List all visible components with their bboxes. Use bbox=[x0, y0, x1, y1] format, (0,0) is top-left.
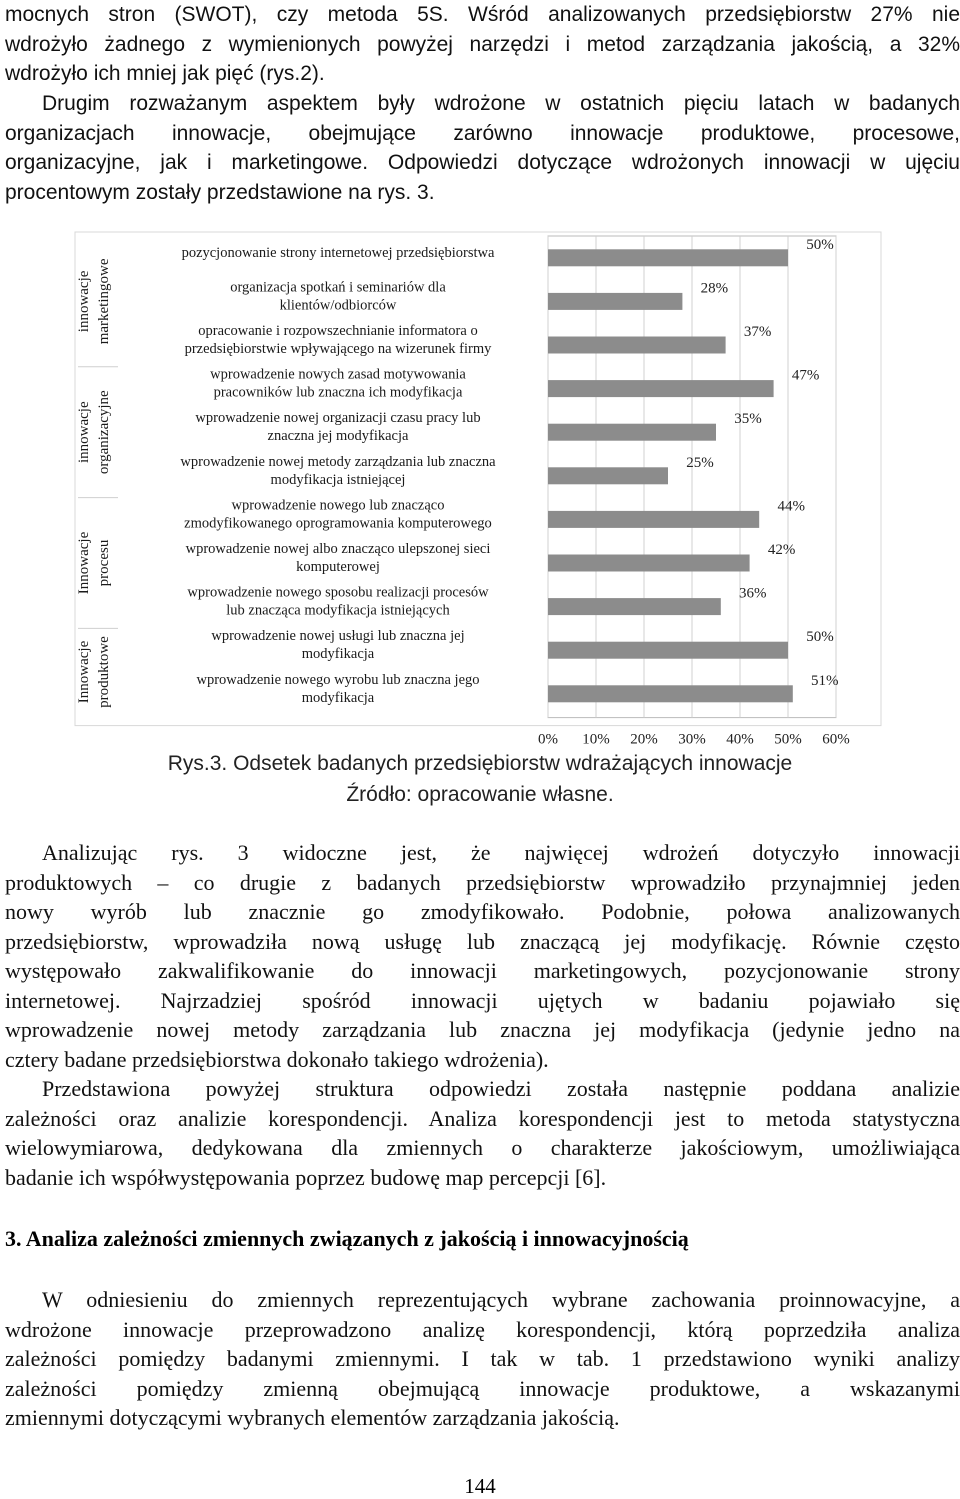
category-label: wprowadzenie nowej usługi lub znaczna jej bbox=[211, 628, 465, 645]
text-line: W odniesieniu do zmiennych reprezentujących wybrane zachowania proinnowacyjne, a bbox=[42, 1287, 960, 1312]
group-label: procesu bbox=[96, 539, 112, 587]
category-label: komputerowej bbox=[296, 559, 380, 575]
innovation-bar-chart bbox=[0, 228, 960, 748]
bar bbox=[548, 424, 716, 441]
group-label: produktowe bbox=[96, 636, 112, 708]
paragraph-intro bbox=[5, 0, 960, 89]
group-label: marketingowe bbox=[96, 258, 112, 345]
category-label: modyfikacja bbox=[301, 689, 375, 706]
group-label: innowacje bbox=[76, 270, 92, 333]
category-label: organizacja spotkań i seminariów dla bbox=[230, 279, 446, 296]
category-label: klientów/odbiorców bbox=[279, 297, 397, 314]
category-label: wprowadzenie nowego wyrobu lub znaczna jego bbox=[196, 671, 480, 688]
text-line: zależności pomiędzy badanymi zmiennymi. I tak w tab. 1 przedstawiono wyniki analizy bbox=[5, 1346, 960, 1371]
text-line: Przedstawiona powyżej struktura odpowiedzi została następnie poddana analizie bbox=[42, 1076, 960, 1101]
text-line: występowało zakwalifikowanie do innowacji marketingowych, pozycjonowanie strony bbox=[5, 958, 960, 983]
text-line: wprowadzenie nowej metody zarządzania lub znaczna jej modyfikacja (jedynie jedno na bbox=[5, 1017, 960, 1042]
category-label: modyfikacja istniejącej bbox=[270, 471, 406, 488]
paragraph-correspondence bbox=[5, 1074, 960, 1192]
bar bbox=[548, 249, 788, 266]
bar-value-label: 25% bbox=[686, 454, 714, 471]
bar bbox=[548, 293, 682, 310]
text-line: organizacyjne, jak i marketingowe. Odpowiedzi dotyczące wdrożonych innowacji w ujęciu bbox=[5, 151, 960, 174]
bar bbox=[548, 380, 774, 397]
bar bbox=[548, 555, 750, 572]
category-label: pracowników lub znaczna ich modyfikacja bbox=[213, 384, 463, 401]
bar-value-label: 28% bbox=[700, 280, 729, 297]
text-line: cztery badane przedsiębiorstwa dokonało takiego wdrożenia). bbox=[5, 1046, 549, 1072]
bar-value-label: 42% bbox=[767, 542, 796, 558]
text-line: Drugim rozważanym aspektem były wdrożone w ostatnich pięciu latach w badanych bbox=[42, 92, 960, 115]
bar-value-label: 44% bbox=[777, 498, 805, 515]
text-line: badanie ich współwystępowania poprzez budowę map percepcji [6]. bbox=[5, 1164, 607, 1190]
chart-groups bbox=[76, 258, 118, 708]
figure-source: Źródło: opracowanie własne. bbox=[346, 783, 614, 806]
figure-caption: Rys.3. Odsetek badanych przedsiębiorstw wdrażających innowacje bbox=[167, 752, 793, 775]
chart-x-ticks bbox=[538, 732, 850, 748]
bar bbox=[548, 685, 793, 702]
bar bbox=[548, 598, 721, 615]
text-line: wdrożyło żadnego z wymienionych powyżej narzędzi i metod zarządzania jakością, a 32% bbox=[5, 32, 960, 56]
category-label: wprowadzenie nowej albo znacząco ulepszonej sieci bbox=[185, 541, 491, 557]
text-line: Analizując rys. 3 widoczne jest, że najwięcej wdrożeń dotyczyło innowacji bbox=[42, 840, 960, 865]
bar bbox=[548, 467, 668, 484]
text-line: wdrożone innowacje przeprowadzono analizę korespondencji, którą poprzedziła analiza bbox=[5, 1316, 960, 1342]
bar-value-label: 47% bbox=[791, 367, 820, 384]
x-tick-label: 10% bbox=[582, 731, 610, 748]
category-label: opracowanie i rozpowszechnianie informatora o bbox=[198, 323, 478, 339]
chart-category-labels bbox=[180, 245, 496, 706]
group-label: innowacje bbox=[76, 401, 92, 464]
category-label: znaczna jej modyfikacja bbox=[267, 428, 409, 445]
text-line: produktowych – co drugie z badanych przedsiębiorstw wprowadziło przynajmniej jeden bbox=[5, 869, 960, 895]
page-number: 144 bbox=[464, 1474, 496, 1498]
bar-value-label: 36% bbox=[739, 585, 767, 602]
x-tick-label: 30% bbox=[678, 731, 706, 748]
section-heading: 3. Analiza zależności zmiennych związanych z jakością i innowacyjnością bbox=[5, 1226, 689, 1251]
category-label: wprowadzenie nowej metody zarządzania lub znaczna bbox=[180, 453, 496, 470]
bar-value-label: 51% bbox=[811, 672, 839, 689]
text-line: zależności oraz analizie korespondencji. Analiza korespondencji jest to metoda statystyczna bbox=[5, 1105, 960, 1131]
paragraph-section3 bbox=[5, 1285, 960, 1433]
x-tick-label: 60% bbox=[822, 731, 850, 748]
text-line: przedsiębiorstw, wprowadziła nową usługę lub znaczącą jej modyfikację. Równie często bbox=[5, 928, 960, 954]
text-line: zależności pomiędzy zmienną obejmującą innowacje produktowe, a wskazanymi bbox=[5, 1375, 960, 1401]
category-label: wprowadzenie nowego sposobu realizacji procesów bbox=[187, 584, 489, 601]
bar-value-label: 50% bbox=[806, 236, 834, 253]
paragraph-innovations bbox=[5, 89, 960, 207]
text-line: procentowym zostały przedstawione na rys. 3. bbox=[5, 180, 435, 204]
text-line: wielowymiarowa, dedykowana dla zmiennych o charakterze jakościowym, umożliwiająca bbox=[5, 1135, 960, 1160]
category-label: wprowadzenie nowych zasad motywowania bbox=[210, 366, 466, 383]
category-label: zmodyfikowanego oprogramowania komputerowego bbox=[184, 515, 492, 532]
text-line: mocnych stron (SWOT), czy metoda 5S. Wśród analizowanych przedsiębiorstw 27% nie bbox=[5, 3, 960, 26]
x-tick-label: 20% bbox=[630, 731, 658, 748]
bar bbox=[548, 511, 759, 528]
category-label: wprowadzenie nowego lub znacząco bbox=[231, 497, 445, 514]
group-label: organizacyjne bbox=[96, 390, 112, 475]
text-line: internetowej. Najrzadziej spośród innowacji ujętych w badaniu pojawiało się bbox=[5, 987, 960, 1013]
text-line: organizacjach innowacje, obejmujące zarówno innowacje produktowe, procesowe, bbox=[5, 121, 960, 145]
text-line: wdrożyło ich mniej jak pięć (rys.2). bbox=[5, 62, 325, 85]
x-tick-label: 50% bbox=[774, 731, 802, 748]
category-label: wprowadzenie nowej organizacji czasu pracy lub bbox=[195, 410, 481, 427]
x-tick-label: 0% bbox=[538, 731, 558, 748]
category-label: modyfikacja bbox=[301, 646, 375, 663]
group-label: Innowacje bbox=[76, 531, 92, 595]
bar-value-label: 35% bbox=[734, 411, 762, 428]
group-label: Innowacje bbox=[76, 640, 92, 704]
paragraph-analysis bbox=[5, 838, 960, 1074]
text-line: nowy wyrób lub znacznie go zmodyfikowało. Podobnie, połowa analizowanych bbox=[5, 899, 960, 924]
x-tick-label: 40% bbox=[726, 731, 754, 748]
bar bbox=[548, 337, 726, 354]
category-label: przedsiębiorstwie wpływającego na wizerunek firmy bbox=[184, 341, 492, 357]
category-label: lub znacząca modyfikacja istniejących bbox=[226, 602, 450, 619]
text-line: zmiennymi dotyczącymi wybranych elementów zarządzania jakością. bbox=[5, 1405, 620, 1430]
category-label: pozycjonowanie strony internetowej przedsiębiorstwa bbox=[181, 244, 495, 261]
bar-value-label: 50% bbox=[806, 629, 834, 646]
bar-value-label: 37% bbox=[743, 324, 772, 340]
bar bbox=[548, 642, 788, 659]
